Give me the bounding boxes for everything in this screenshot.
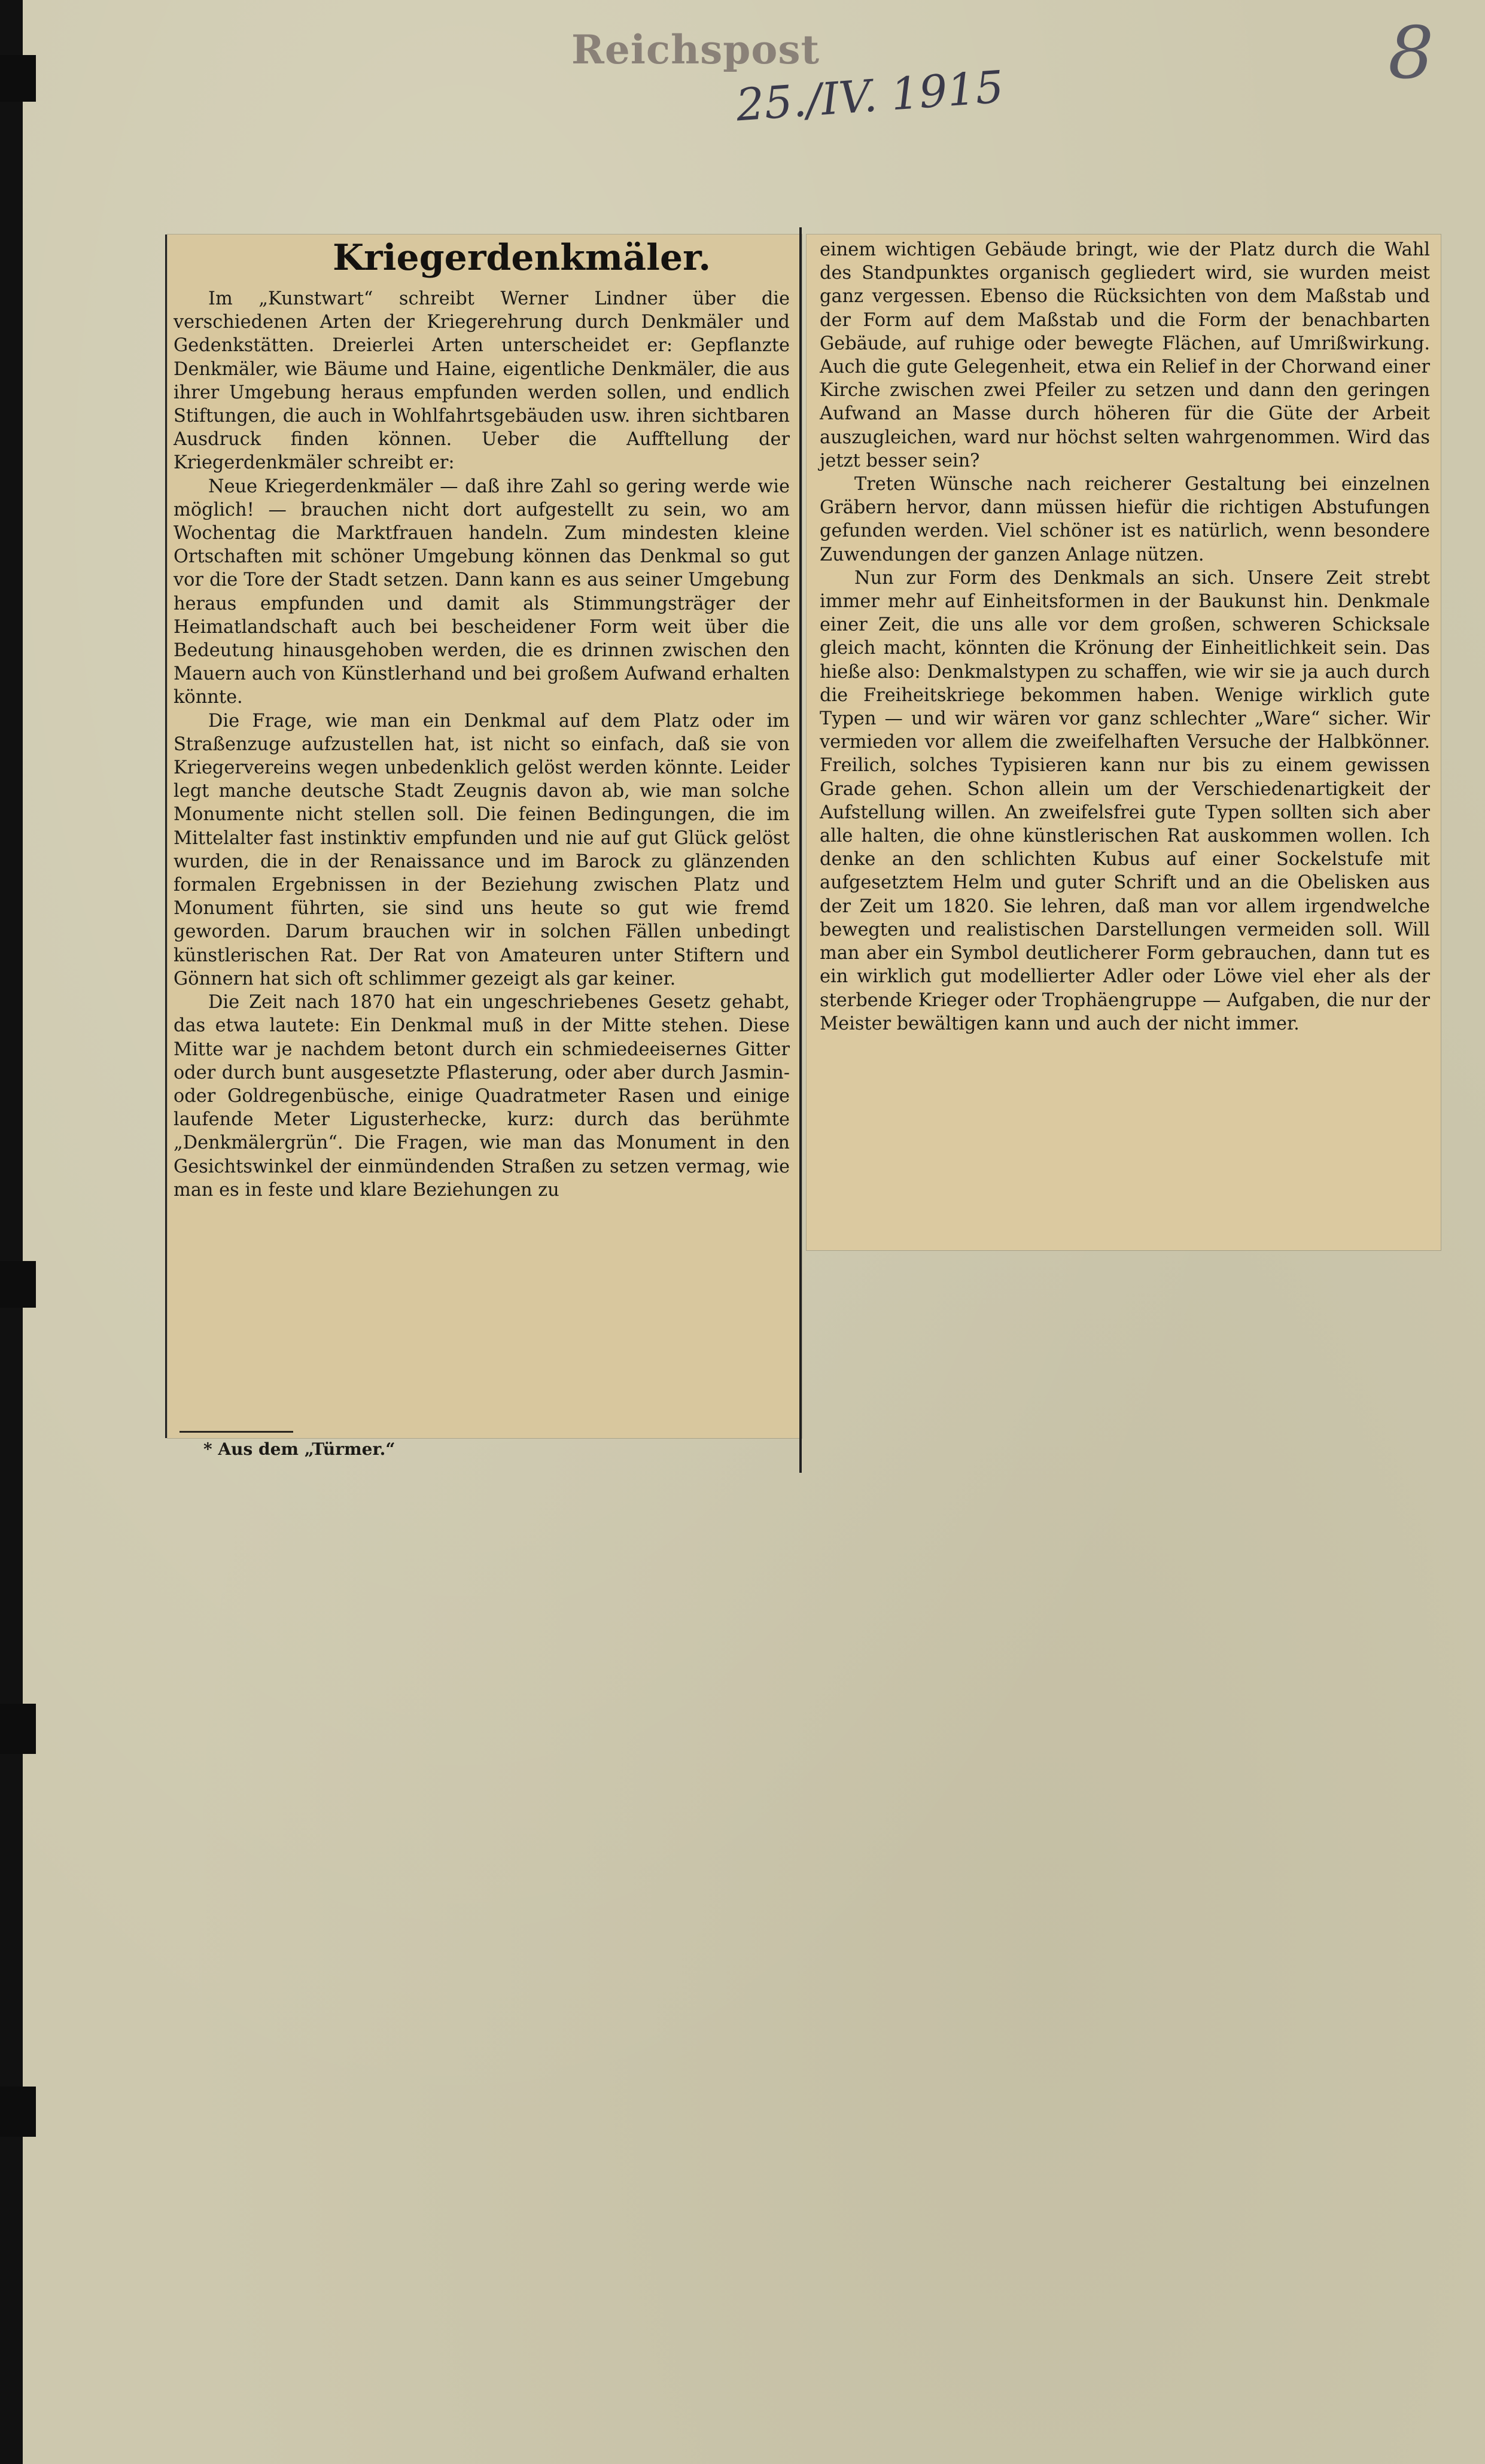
article-paragraph: einem wichtigen Gebäude bringt, wie der Platz durch die Wahl des Standpunktes organisch gegliedert wird, sie wurden meist ganz vergessen. Ebenso die Rücksichten von dem Maßstab und der Form auf dem Maßstab und die Form der benachbarten Gebäude, auf ruhige oder bewegte Flächen, auf Umrißwirkung. Auch die gute Gelegenheit, etwa ein Relief in der Chorwand einer Kirche zwischen zwei Pfeiler zu setzen und dann den geringen Aufwand an Masse durch höheren für die Güte der Arbeit auszugleichen, ward nur höchst selten wahrgenommen. Wird das jetzt besser sein? bbox=[820, 239, 1430, 471]
binding-hole bbox=[0, 1261, 36, 1308]
binding-hole bbox=[0, 1704, 36, 1754]
binding-hole bbox=[0, 2087, 36, 2137]
article-footnote: * Aus dem „Türmer.“ bbox=[203, 1439, 395, 1459]
article-paragraph: Neue Kriegerdenkmäler — daß ihre Zahl so gering werde wie möglich! — brauchen nicht dort aufgestellt zu sein, wo am Wochentag die Marktfrauen handeln. Zum mindesten kleine Ortschaften mit schöner Umgebung können das Denkmal so gut vor die Tore der Stadt setzen. Dann kann es aus seiner Umgebung heraus empfunden und damit als Stimmungsträger der Heimatlandschaft auch bei bescheidener Form weit über die Bedeutung hinausgehoben werden, die es drinnen zwischen den Mauern auch von Künstlerhand und bei großem Aufwand erhalten könnte. bbox=[174, 476, 790, 708]
article-headline: Kriegerdenkmäler. bbox=[333, 237, 711, 279]
article-paragraph: Im „Kunstwart“ schreibt Werner Lindner über die verschiedenen Arten der Kriegerehrung durch Denkmäler und Gedenkstätten. Dreierlei Arten unterscheidet er: Gepflanzte Denkmäler, wie Bäume und Haine, eigentliche Denkmäler, die aus ihrer Umgebung heraus empfunden werden sollen, und endlich Stiftungen, die auch in Wohlfahrtsgebäuden usw. ihren sichtbaren Ausdruck finden können. Ueber die Aufftellung der Kriegerdenkmäler schreibt er: bbox=[174, 288, 790, 474]
article-paragraph: Nun zur Form des Denkmals an sich. Unsere Zeit strebt immer mehr auf Einheitsformen in der Baukunst hin. Denkmale einer Zeit, die uns alle vor dem großen, schweren Schicksale gleich macht, könnten die Krönung der Einheitlichkeit sein. Das hieße also: Denkmalstypen zu schaffen, wie wir sie ja auch durch die Freiheitskriege bekommen haben. Wenige wirklich gute Typen — und wir wären vor ganz schlechter „Ware“ sicher. Wir vermieden vor allem die zweifelhaften Versuche der Halbkönner. Freilich, solches Typisieren kann nur bis zu einem gewissen Grade gehen. Schon allein um der Verschiedenartigkeit der Aufstellung willen. An zweifelsfrei gute Typen sollten sich aber alle halten, die ohne künstlerischen Rat auskommen wollen. Ich denke an den schlichten Kubus auf einer Sockelstufe mit aufgesetztem Helm und guter Schrift und an die Obelisken aus der Zeit um 1820. Sie lehren, daß man vor allem irgendwelche bewegten und realistischen Darstellungen vermeiden soll. Will man aber ein Symbol deutlicherer Form gebrauchen, dann tut es ein wirklich gut modellierter Adler oder Löwe viel eher als der sterbende Krieger oder Trophäengruppe — Aufgaben, die nur der Meister bewältigen kann und auch der nicht immer. bbox=[820, 567, 1430, 1034]
article-paragraph: Treten Wünsche nach reicherer Gestaltung bei einzelnen Gräbern hervor, dann müssen hiefür die richtigen Abstufungen gefunden werden. Viel schöner ist es natürlich, wenn besondere Zuwendungen der ganzen Anlage nützen. bbox=[820, 474, 1430, 565]
clipping-edge-line bbox=[799, 227, 802, 1473]
article-column-right bbox=[820, 238, 1430, 1035]
newspaper-stamp: Reichspost bbox=[571, 26, 820, 73]
handwritten-date: 25./IV. 1915 bbox=[734, 61, 1006, 132]
footnote-rule bbox=[179, 1431, 293, 1433]
binding-hole bbox=[0, 55, 36, 102]
article-column-left bbox=[174, 287, 790, 1202]
clipping-edge-line bbox=[165, 234, 167, 1438]
article-paragraph: Die Zeit nach 1870 hat ein ungeschriebenes Gesetz gehabt, das etwa lautete: Ein Denkmal muß in der Mitte stehen. Diese Mitte war je nachdem betont durch ein schmiedeeisernes Gitter oder durch bunt ausgesetzte Pflasterung, oder aber durch Jasmin- oder Goldregenbüsche, einige Quadratmeter Rasen und einige laufende Meter Ligusterhecke, kurz: durch das berühmte „Denkmälergrün“. Die Fragen, wie man das Monument in den Gesichtswinkel der einmündenden Straßen zu setzen vermag, wie man es in feste und klare Beziehungen zu bbox=[174, 992, 790, 1201]
article-paragraph: Die Frage, wie man ein Denkmal auf dem Platz oder im Straßenzuge aufzustellen hat, ist nicht so einfach, daß sie von Kriegervereins wegen unbedenklich gelöst werden könnte. Leider legt manche deutsche Stadt Zeugnis davon ab, wie man solche Monumente nicht stellen soll. Die feinen Bedingungen, die im Mittelalter fast instinktiv empfunden und nie auf gut Glück gelöst wurden, die in der Renaissance und im Barock zu glänzenden formalen Ergebnissen in der Beziehung zwischen Platz und Monument führten, sie sind uns heute so gut wie fremd geworden. Darum brauchen wir in solchen Fällen unbedingt künstlerischen Rat. Der Rat von Amateuren unter Stiftern und Gönnern hat sich oft schlimmer gezeigt als gar keiner. bbox=[174, 710, 790, 989]
folio-number: 8 bbox=[1388, 12, 1434, 95]
